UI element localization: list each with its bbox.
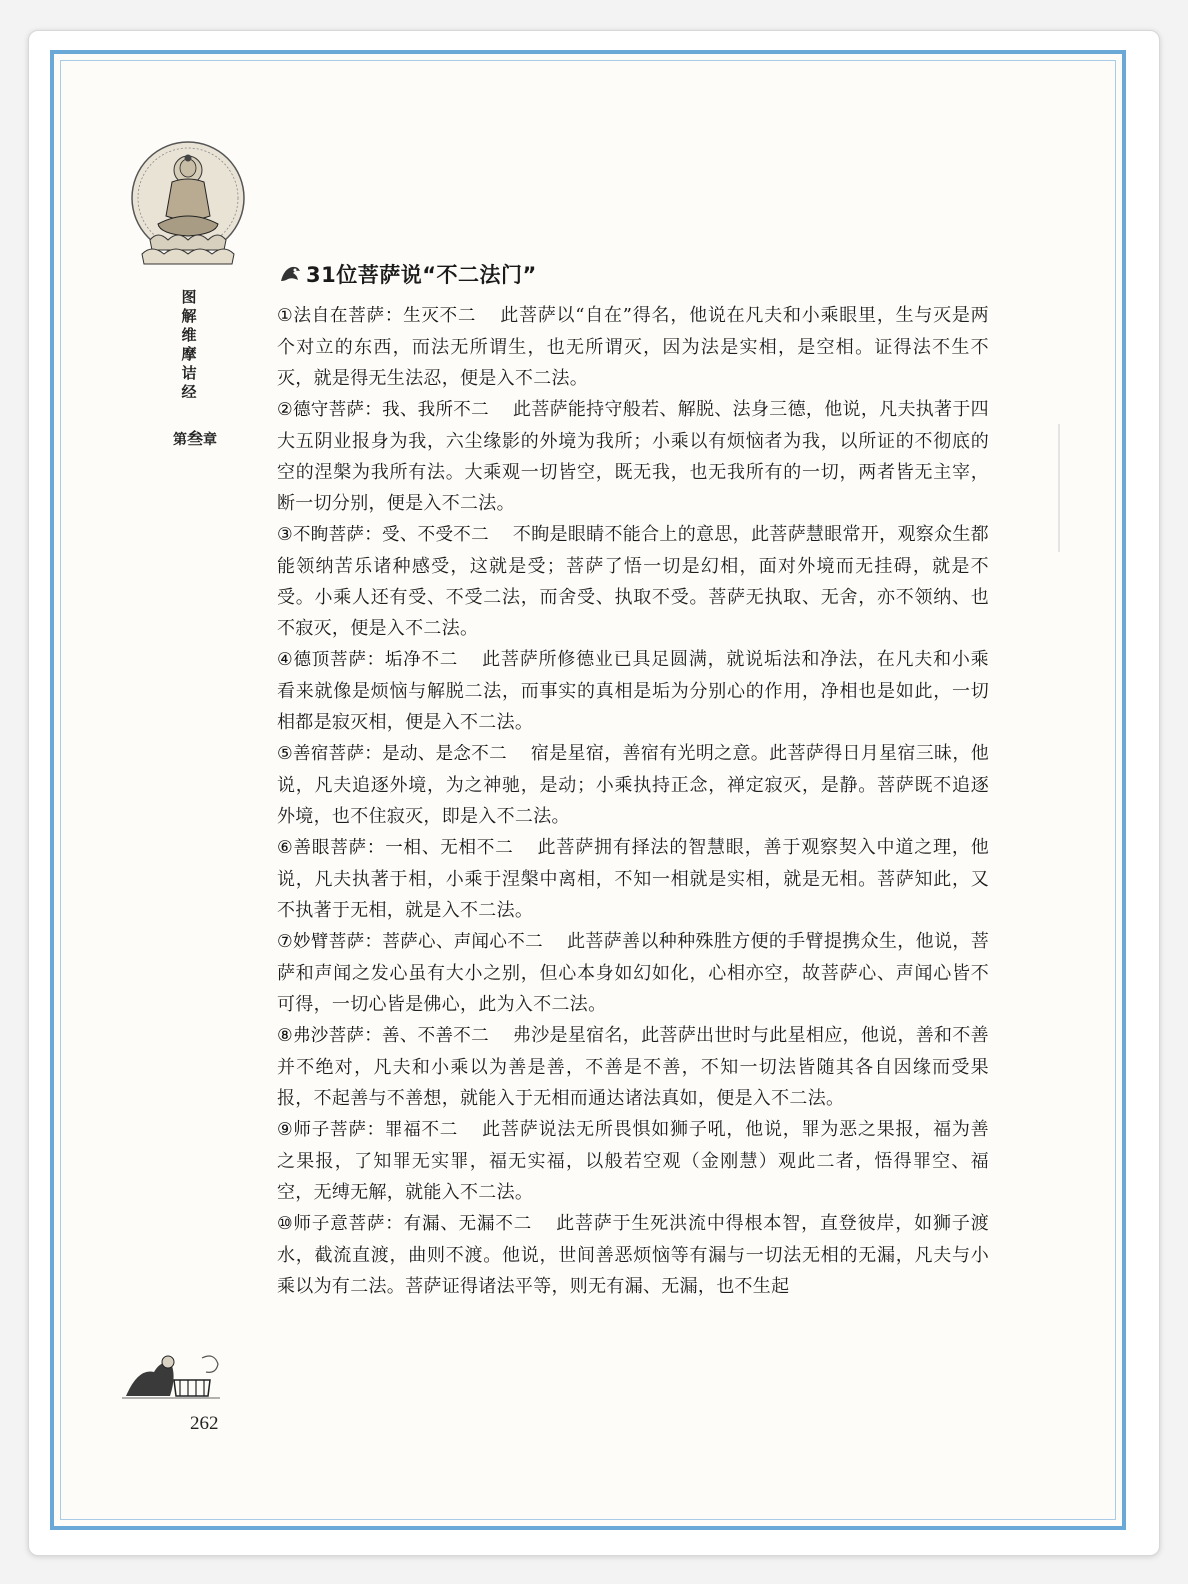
paragraph-text: 此菩萨以“自在”得名，他说在凡夫和小乘眼里，生与灭是两个对立的东西，而法无所谓生，也无所谓灭，因为法是实相，是空相。证得法不生不灭，就是得无生法忍，便是入不二法。 bbox=[277, 305, 989, 389]
paragraph-text: 此菩萨能持守般若、解脱、法身三德，他说，凡夫执著于四大五阴业报身为我，六尘缘影的外境为我所；小乘以有烦恼者为我，以所证的不彻底的空的涅槃为我所有法。大乘观一切皆空，既无我，也无我所有的一切，两者皆无主宰，断一切分别，便是入不二法。 bbox=[277, 399, 989, 514]
bleed-mark bbox=[1058, 424, 1060, 552]
paragraph bbox=[277, 1114, 989, 1208]
paragraph-text: 此菩萨拥有择法的智慧眼，善于观察契入中道之理，他说，凡夫执著于相，小乘于涅槃中离相，不知一相就是实相，就是无相。菩萨知此，又不执著于无相，就是入不二法。 bbox=[277, 837, 989, 921]
paragraph-lead: ①法自在菩萨：生灭不二 bbox=[277, 306, 477, 326]
paragraph bbox=[277, 394, 989, 519]
heading-ornament-icon bbox=[278, 261, 304, 287]
buddha-medallion-icon bbox=[128, 138, 248, 278]
paragraph-text: 弗沙是星宿名，此菩萨出世时与此星相应，他说，善和不善并不绝对，凡夫和小乘以为善是善，不善是不善，不知一切法皆随其各自因缘而受果报，不起善与不善想，就能入于无相而通达诸法真如，便是入不二法。 bbox=[277, 1025, 989, 1109]
paragraph bbox=[277, 644, 989, 738]
paragraph-text: 此菩萨说法无所畏惧如狮子吼，他说，罪为恶之果报，福为善之果报，了知罪无实罪，福无实福，以般若空观（金刚慧）观此二者，悟得罪空、福空，无缚无解，就能入不二法。 bbox=[277, 1119, 989, 1203]
chapter-label bbox=[164, 426, 226, 449]
body-text bbox=[277, 300, 989, 1302]
page-number: 262 bbox=[190, 1413, 219, 1434]
paragraph bbox=[277, 1208, 989, 1302]
paragraph-text: 此菩萨所修德业已具足圆满，就说垢法和净法，在凡夫和小乘看来就像是烦恼与解脱二法，而事实的真相是垢为分别心的作用，净相也是如此，一切相都是寂灭相，便是入不二法。 bbox=[277, 649, 989, 733]
paragraph-lead: ⑨师子菩萨：罪福不二 bbox=[277, 1120, 459, 1140]
chapter-number: 叁 bbox=[186, 429, 203, 448]
chapter-suffix: 章 bbox=[203, 432, 217, 448]
paragraph-lead: ⑩师子意菩萨：有漏、无漏不二 bbox=[277, 1214, 533, 1234]
paragraph-lead: ②德守菩萨：我、我所不二 bbox=[277, 400, 489, 420]
monk-illustration-icon bbox=[118, 1338, 224, 1402]
paragraph bbox=[277, 519, 989, 644]
section-heading bbox=[278, 258, 537, 290]
paragraph-text: 此菩萨善以种种殊胜方便的手臂提携众生，他说，菩萨和声闻之发心虽有大小之别，但心本身如幻如化，心相亦空，故菩萨心、声闻心皆不可得，一切心皆是佛心，此为入不二法。 bbox=[277, 931, 989, 1015]
paragraph-lead: ⑧弗沙菩萨：善、不善不二 bbox=[277, 1026, 489, 1046]
chapter-prefix: 第 bbox=[172, 432, 187, 448]
paragraph-text: 宿是星宿，善宿有光明之意。此菩萨得日月星宿三昧，他说，凡夫追逐外境，为之神驰，是动；小乘执持正念，禅定寂灭，是静。菩萨既不追逐外境，也不住寂灭，即是入不二法。 bbox=[277, 743, 989, 827]
paragraph bbox=[277, 300, 989, 394]
paragraph-lead: ⑥善眼菩萨：一相、无相不二 bbox=[277, 838, 514, 858]
paragraph bbox=[277, 1020, 989, 1114]
paragraph-text: 不眴是眼睛不能合上的意思，此菩萨慧眼常开，观察众生都能领纳苦乐诸种感受，这就是受；菩萨了悟一切是幻相，面对外境而无挂碍，就是不受。小乘人还有受、不受二法，而舍受、执取不受。菩萨无执取、无舍，亦不领纳、也不寂灭，便是入不二法。 bbox=[277, 524, 989, 639]
paragraph bbox=[277, 926, 989, 1020]
spine-title: 图解维摩诘经 bbox=[181, 288, 197, 401]
paragraph-lead: ③不眴菩萨：受、不受不二 bbox=[277, 525, 489, 545]
heading-title: 31位菩萨说“不二法门” bbox=[306, 263, 537, 287]
paragraph-text: 此菩萨于生死洪流中得根本智，直登彼岸，如狮子渡水，截流直渡，曲则不渡。他说，世间善恶烦恼等有漏与一切法无相的无漏，凡夫与小乘以为有二法。菩萨证得诸法平等，则无有漏、无漏，也不生起 bbox=[277, 1213, 990, 1297]
paragraph-lead: ④德顶菩萨：垢净不二 bbox=[277, 650, 459, 670]
paragraph-lead: ⑤善宿菩萨：是动、是念不二 bbox=[277, 744, 507, 764]
paragraph bbox=[277, 832, 989, 926]
paragraph bbox=[277, 738, 989, 832]
paragraph-lead: ⑦妙臂菩萨：菩萨心、声闻心不二 bbox=[277, 932, 543, 952]
